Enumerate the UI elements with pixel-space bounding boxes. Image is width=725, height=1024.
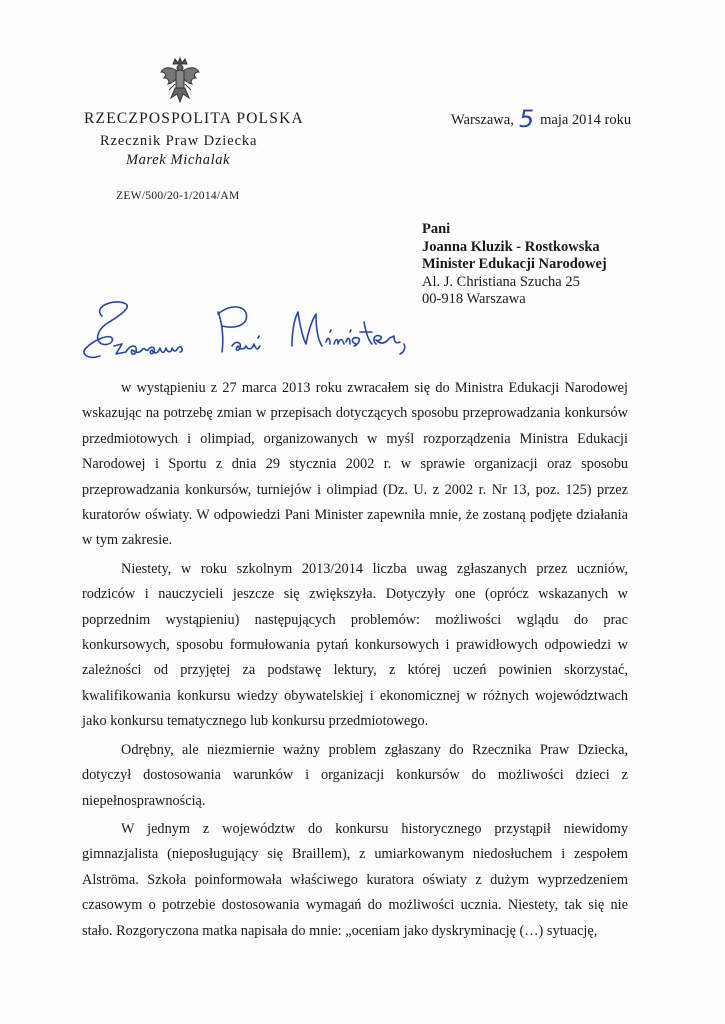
recipient-name: Joanna Kluzik - Rostkowska [422,238,600,255]
ombudsman-name: Marek Michalak [126,152,231,168]
recipient-title: Minister Edukacji Narodowej [422,256,607,273]
recipient-street: Al. J. Christiana Szucha 25 [422,273,580,290]
letter-body [82,376,628,947]
date-day-handwritten: 5 [518,105,535,133]
office-heading: Rzecznik Praw Dziecka [100,133,258,149]
date-city: Warszawa, [451,112,514,128]
recipient-salutation-line: Pani [422,221,451,237]
country-heading: RZECZPOSPOLITA POLSKA [84,110,304,127]
date-line [451,102,632,133]
handwritten-greeting [72,292,417,378]
body-paragraph-1: w wystąpieniu z 27 marca 2013 roku zwracałem się do Ministra Edukacji Narodowej wskazując na potrzebę zmian w przepisach dotyczących sposobu przeprowadzania konkursów przedmiotowych i olimpiad, organizowanych w myśl rozporządzenia Ministra Edukacji Narodowej i Sportu z dnia 29 stycznia 2002 r. w sprawie organizacji oraz sposobu przeprowadzania konkursów, turniejów i olimpiad (Dz. U. z 2002 r. Nr 13, poz. 125) przez kuratorów oświaty. W odpowiedzi Pani Minister zapewniła mnie, że zostaną podjęte działania w tym zakresie. [82,380,628,549]
reference-number: ZEW/500/20-1/2014/AM [116,190,240,202]
body-paragraph-3: Odrębny, ale niezmiernie ważny problem zgłaszany do Rzecznika Praw Dziecka, dotyczył dostosowania warunków i organizacji konkursów do możliwości dzieci z niepełnosprawnością. [82,741,628,809]
recipient-address [422,221,607,309]
body-paragraph-4: W jednym z województw do konkursu historycznego przystąpił niewidomy gimnazjalista (nieposługujący się Braillem), z umiarkowanym niedosłuchem i zespołem Alströma. Szkoła poinformowała właściwego kuratora oświaty z dużym wyprzedzeniem czasowym o potrzebie dostosowania wymagań do możliwości ucznia. Niestety, tak się nie stało. Rozgoryczona matka napisała do mnie: „oceniam jako dyskryminację (…) sytuację, [82,820,628,939]
polish-eagle-emblem-icon [158,56,202,110]
date-rest: maja 2014 roku [540,112,632,128]
body-paragraph-2: Niestety, w roku szkolnym 2013/2014 liczba uwag zgłaszanych przez uczniów, rodziców i nauczycieli jeszcze się zwiększyła. Dotyczyły one (oprócz wskazanych w poprzednim wystąpieniu) następujących problemów: możliwości wglądu do prac konkursowych, sposobu formułowania pytań konkursowych i prawidłowych odpowiedzi w zależności od przyjętej za podstawę lektury, z której uczeń powinien skorzystać, kwalifikowania konkursu wiedzy obywatelskiej i ekonomicznej w różnych województwach jako konkursu tematycznego lub konkursu przedmiotowego. [82,560,628,730]
recipient-city: 00-918 Warszawa [422,291,526,308]
